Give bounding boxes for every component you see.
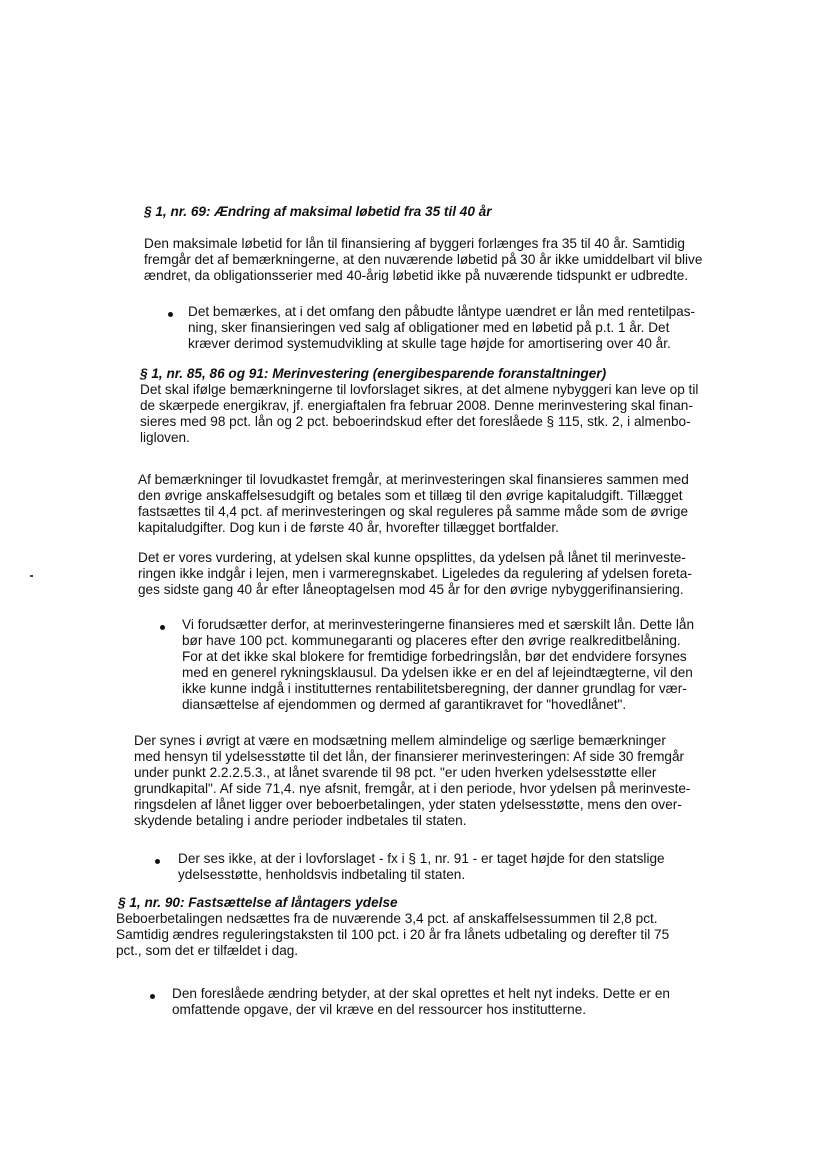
bullet-text: Der ses ikke, at der i lovforslaget - fx i § 1, nr. 91 - er taget højde for den statslige ydelsesstøtte, henholdsvis indbetaling til staten. <box>178 851 665 882</box>
bullet-text: Vi forudsætter derfor, at merinvesteringerne finansieres med et særskilt lån. Dette lån bør have 100 pct. kommunegaranti og placeres efter den øvrige realkreditbelåning. For at det ikke skal blokere for fremtidige forbedringslån, bør det endvidere forsynes med en generel rykningsklausul. Da ydelsen ikke er en del af lejeindtægterne, vil den ikke kunne indgå i institutternes rentabilitetsberegning, der danner grundlag for vær- diansættelse af ejendommen og dermed af garantikravet for "hovedlånet". <box>182 617 695 712</box>
paragraph: Der synes i øvrigt at være en modsætning mellem almindelige og særlige bemærkninger med hensyn til ydelsesstøtte til det lån, der finansierer merinvesteringen: Af side 30 fremgår under punkt 2.2.2.5.3., at lånet svarende til 98 pct. "er uden hverken ydelsesstøtte eller grundkapital". Af side 71,4. nye afsnit, fremgår, at i den periode, hvor ydelsen på merinveste- ringsdelen af lånet ligger over beboerbetalingen, yder staten ydelsesstøtte, mens den over- skydende betaling i andre perioder indbetales til staten. <box>134 733 691 828</box>
paragraph: Det er vores vurdering, at ydelsen skal kunne opsplittes, da ydelsen på lånet til merinveste- ringen ikke indgår i lejen, men i varmeregnskabet. Ligeledes da regulering af ydelsen foreta- ges sidste gang 40 år efter låneoptagelsen mod 45 år for den øvrige nybyggerifinansiering. <box>138 550 692 597</box>
bullet-icon <box>168 312 173 317</box>
bullet-text: Det bemærkes, at i det omfang den påbudte låntype uændret er lån med rentetilpas- ning, sker finansieringen ved salg af obligationer med en løbetid på p.t. 1 år. Det kræver derimod systemudvikling at skulle tage højde for amortisering over 40 år. <box>188 304 696 351</box>
bullet-icon <box>155 859 160 864</box>
section-heading: § 1, nr. 85, 86 og 91: Merinvestering (energibesparende foranstaltninger) <box>140 366 607 381</box>
paragraph: Beboerbetalingen nedsættes fra de nuværende 3,4 pct. af anskaffelsessummen til 2,8 pct. Samtidig ændres reguleringstaksten til 100 pct. i 20 år fra lånets udbetaling og derefter til 75 pct., som det er tilfældet i dag. <box>116 911 670 958</box>
section-heading: § 1, nr. 90: Fastsættelse af låntagers ydelse <box>118 895 398 910</box>
bullet-text: Den foreslåede ændring betyder, at der skal oprettes et helt nyt indeks. Dette er en omfattende opgave, der vil kræve en del ressourcer hos institutterne. <box>172 986 670 1017</box>
paragraph: Det skal ifølge bemærkningerne til lovforslaget sikres, at det almene nybyggeri kan leve op til de skærpede energikrav, jf. energiaftalen fra februar 2008. Denne merinvestering skal finan- sieres med 98 pct. lån og 2 pct. beboerindskud efter det foreslåede § 115, stk. 2, i almenbo- ligloven. <box>140 382 699 445</box>
bullet-icon <box>160 625 165 630</box>
paragraph: Den maksimale løbetid for lån til finansiering af byggeri forlænges fra 35 til 40 år. Samtidig fremgår det af bemærkningerne, at den nuværende løbetid på 30 år ikke umiddelbart vil blive ændret, da obligationsserier med 40-årig løbetid ikke på nuværende tidspunkt er udbredte. <box>144 236 703 283</box>
scan-speck <box>30 575 33 577</box>
bullet-icon <box>150 994 155 999</box>
section-heading: § 1, nr. 69: Ændring af maksimal løbetid fra 35 til 40 år <box>144 204 492 219</box>
paragraph: Af bemærkninger til lovudkastet fremgår, at merinvesteringen skal finansieres sammen med den øvrige anskaffelsesudgift og betales som et tillæg til den øvrige kapitaludgift. Tillægget fastsættes til 4,4 pct. af merinvesteringen og skal reguleres på samme måde som de øvrige kapitaludgifter. Dog kun i de første 40 år, hvorefter tillægget bortfalder. <box>138 472 689 535</box>
